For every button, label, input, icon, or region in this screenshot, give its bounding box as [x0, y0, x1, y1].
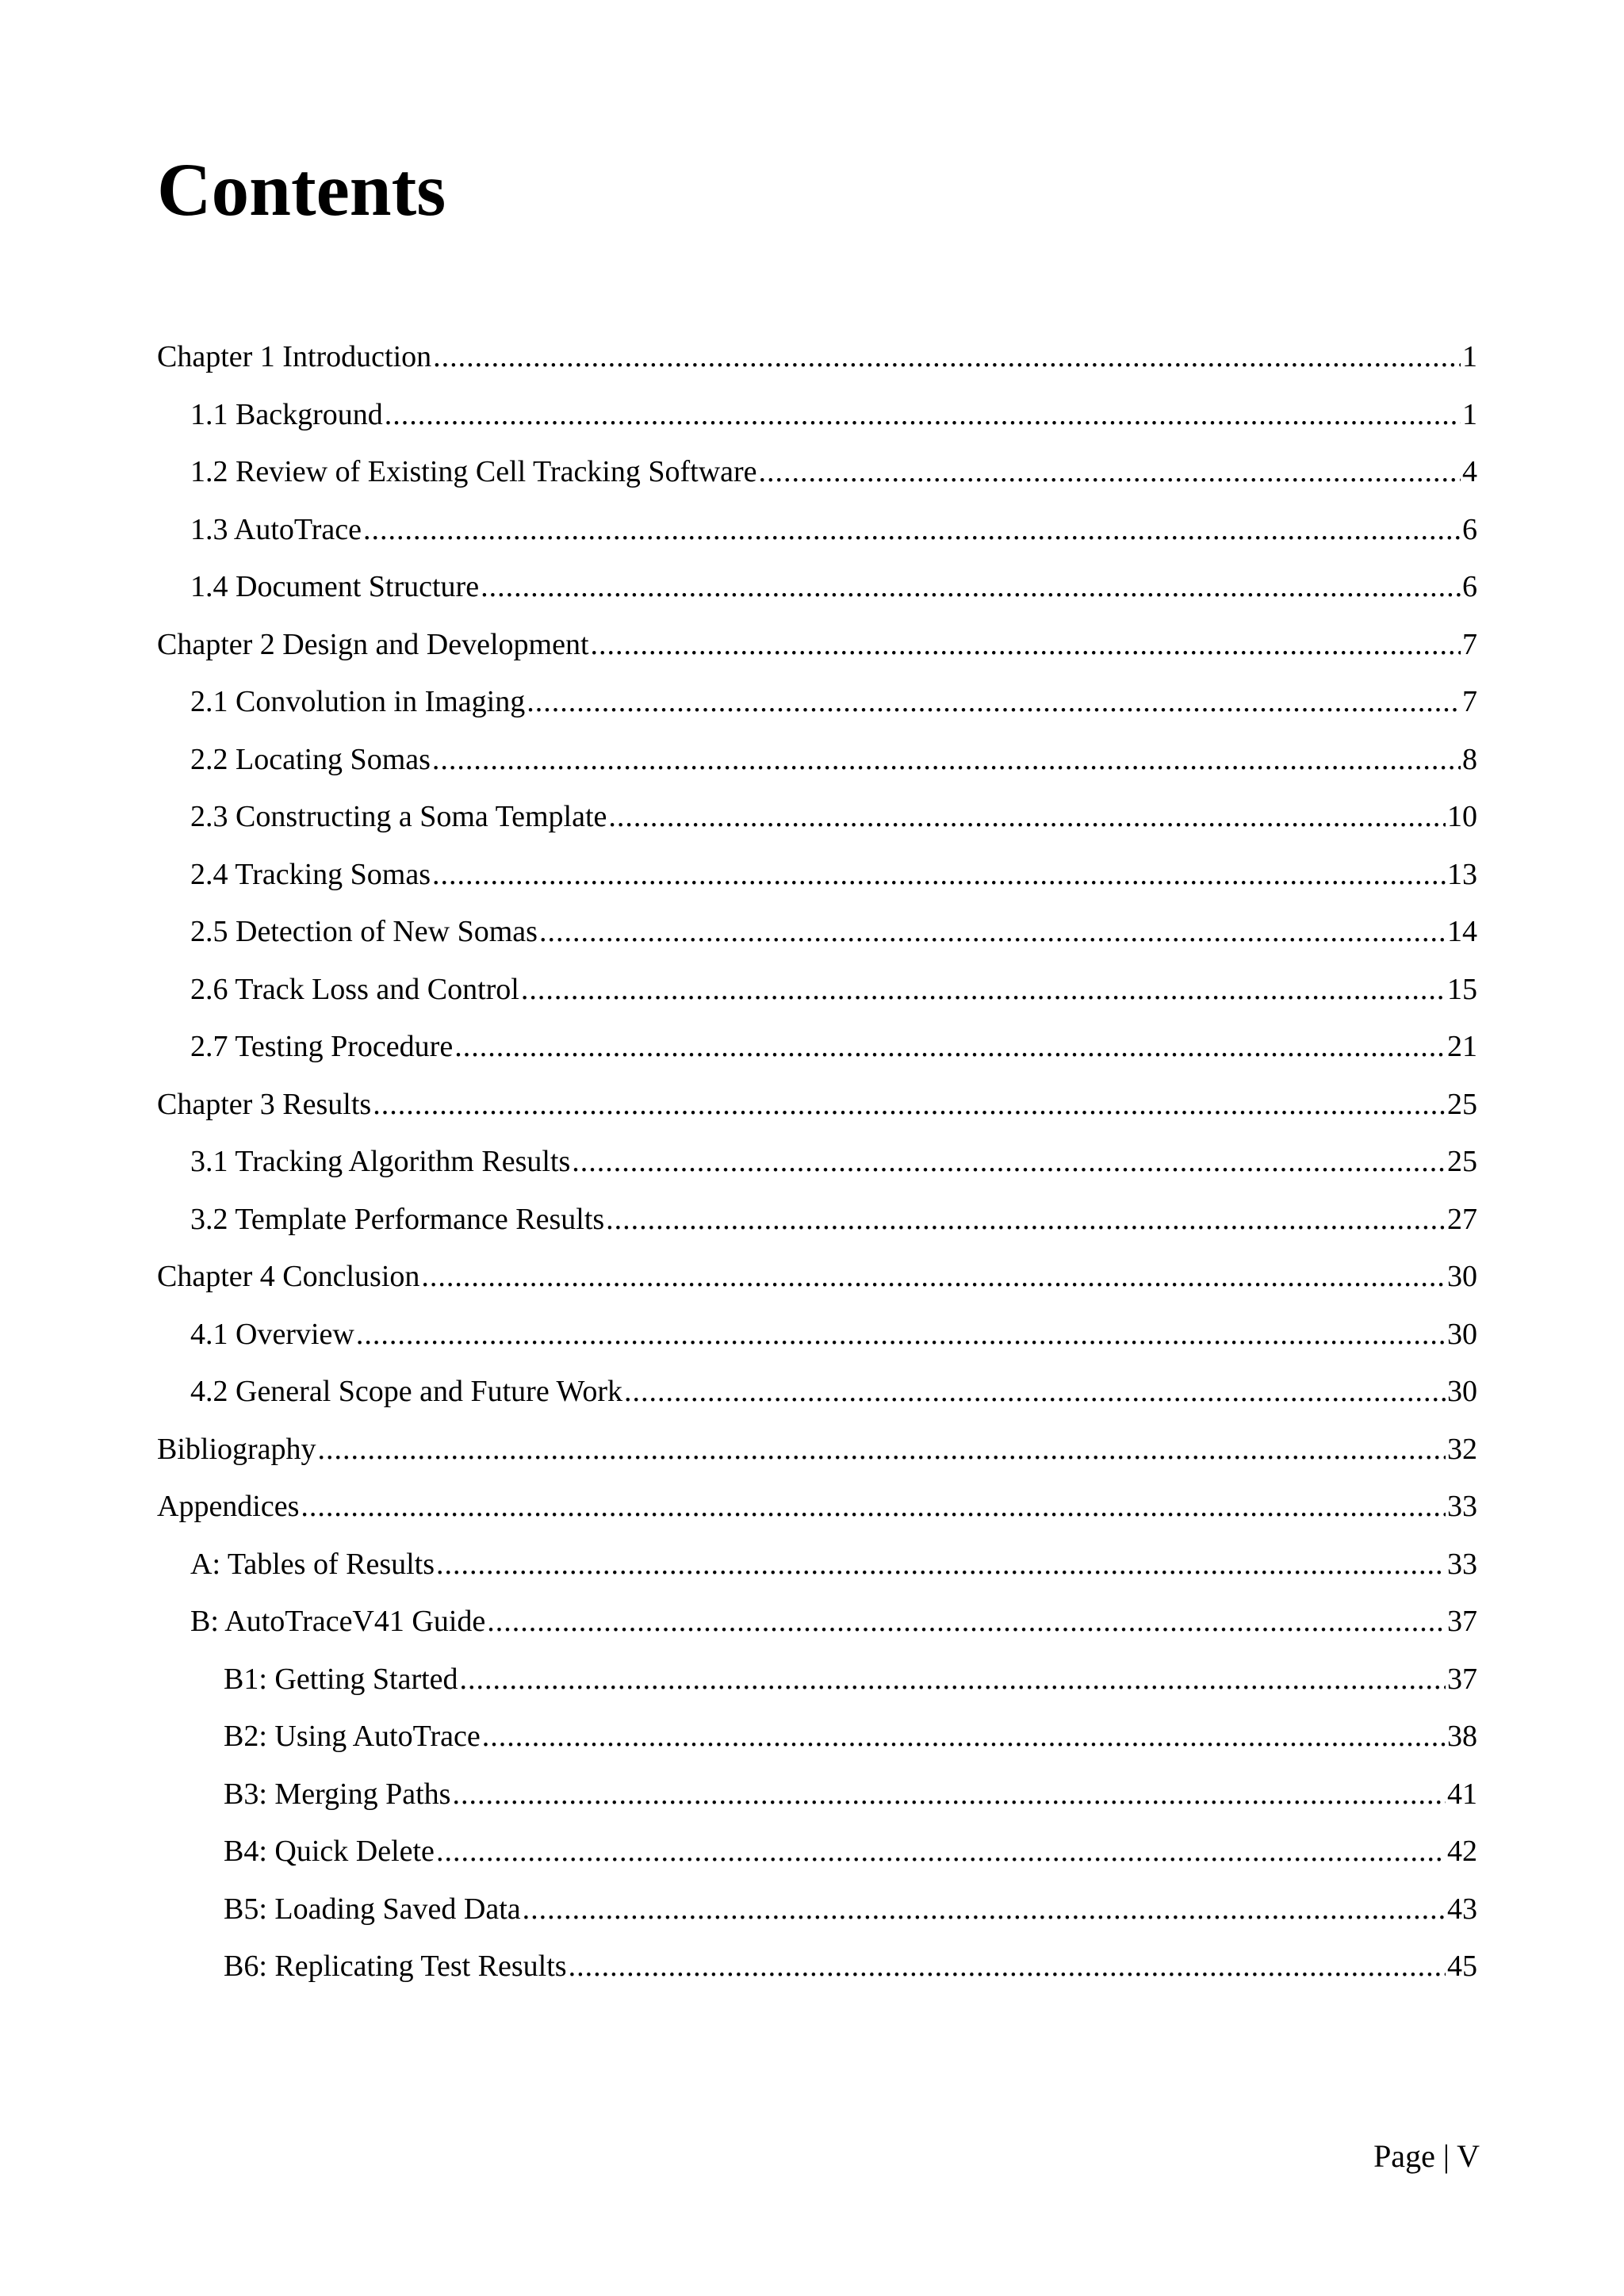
toc-dot-leader — [521, 961, 1446, 1019]
toc-dot-leader — [436, 1536, 1446, 1594]
toc-entry-page-number: 38 — [1447, 1720, 1477, 1753]
toc-entry-page-number: 37 — [1447, 1605, 1477, 1638]
toc-entry-page-number: 25 — [1447, 1087, 1477, 1121]
toc-dot-leader — [421, 1248, 1446, 1306]
toc-entry-label: Chapter 4 Conclusion — [157, 1260, 420, 1293]
toc-dot-leader — [460, 1651, 1446, 1709]
toc-dot-leader — [527, 673, 1461, 731]
toc-entry-page-number: 42 — [1447, 1835, 1477, 1868]
toc-entry-page-number: 25 — [1447, 1145, 1477, 1178]
toc-entry-page-number: 10 — [1447, 800, 1477, 833]
toc-entry[interactable] — [157, 501, 1477, 559]
toc-entry[interactable] — [157, 1018, 1477, 1076]
toc-entry-label: 1.4 Document Structure — [190, 570, 480, 603]
toc-entry-label: 2.7 Testing Procedure — [190, 1030, 454, 1063]
toc-dot-leader — [432, 731, 1461, 789]
toc-entry-label: Appendices — [157, 1490, 300, 1523]
toc-dot-leader — [433, 328, 1461, 386]
toc-dot-leader — [482, 1708, 1446, 1766]
toc-entry[interactable] — [157, 846, 1477, 904]
toc-dot-leader — [385, 386, 1461, 444]
toc-entry-label: 2.3 Constructing a Soma Template — [190, 800, 607, 833]
table-of-contents — [157, 328, 1477, 1996]
toc-entry-label: 3.1 Tracking Algorithm Results — [190, 1145, 571, 1178]
page-title: Contents — [157, 147, 446, 232]
toc-dot-leader — [487, 1593, 1446, 1651]
toc-entry[interactable] — [157, 961, 1477, 1019]
toc-dot-leader — [356, 1306, 1446, 1364]
toc-entry[interactable] — [157, 616, 1477, 674]
toc-entry-label: 2.1 Convolution in Imaging — [190, 685, 526, 718]
toc-entry-page-number: 37 — [1447, 1662, 1477, 1696]
toc-entry[interactable] — [157, 386, 1477, 444]
toc-entry[interactable] — [157, 1363, 1477, 1421]
toc-entry-page-number: 21 — [1447, 1030, 1477, 1063]
toc-entry-label: B5: Loading Saved Data — [224, 1892, 521, 1926]
toc-entry-page-number: 4 — [1462, 455, 1477, 488]
toc-dot-leader — [373, 1076, 1446, 1134]
toc-dot-leader — [608, 788, 1446, 846]
toc-entry-label: 2.2 Locating Somas — [190, 742, 431, 776]
toc-dot-leader — [539, 903, 1446, 961]
toc-entry-label: A: Tables of Results — [190, 1547, 435, 1581]
toc-entry-page-number: 6 — [1462, 570, 1477, 603]
toc-entry-label: 2.4 Tracking Somas — [190, 857, 431, 891]
toc-entry[interactable] — [157, 443, 1477, 501]
toc-entry[interactable] — [157, 1881, 1477, 1938]
toc-entry[interactable] — [157, 1306, 1477, 1364]
toc-entry-label: B4: Quick Delete — [224, 1835, 435, 1868]
toc-entry[interactable] — [157, 1421, 1477, 1479]
toc-entry-page-number: 1 — [1462, 340, 1477, 373]
toc-entry-page-number: 30 — [1447, 1317, 1477, 1351]
toc-entry-label: Chapter 2 Design and Development — [157, 627, 589, 661]
toc-entry[interactable] — [157, 1823, 1477, 1881]
toc-entry-page-number: 45 — [1447, 1950, 1477, 1983]
toc-entry[interactable] — [157, 558, 1477, 616]
toc-entry[interactable] — [157, 1708, 1477, 1766]
toc-entry[interactable] — [157, 1478, 1477, 1536]
toc-dot-leader — [572, 1133, 1446, 1191]
toc-entry-label: 3.2 Template Performance Results — [190, 1202, 605, 1236]
toc-entry-page-number: 15 — [1447, 972, 1477, 1006]
toc-dot-leader — [363, 501, 1461, 559]
toc-entry-page-number: 32 — [1447, 1432, 1477, 1466]
toc-entry[interactable] — [157, 1133, 1477, 1191]
toc-entry-page-number: 1 — [1462, 397, 1477, 431]
toc-entry-page-number: 13 — [1447, 857, 1477, 891]
toc-entry-label: 1.2 Review of Existing Cell Tracking Software — [190, 455, 757, 488]
toc-dot-leader — [436, 1823, 1446, 1881]
toc-entry-label: 4.2 General Scope and Future Work — [190, 1375, 622, 1408]
toc-entry[interactable] — [157, 1593, 1477, 1651]
toc-entry[interactable] — [157, 1536, 1477, 1594]
toc-entry-page-number: 33 — [1447, 1490, 1477, 1523]
toc-entry-page-number: 30 — [1447, 1260, 1477, 1293]
toc-entry-label: 4.1 Overview — [190, 1317, 354, 1351]
toc-entry-label: 2.6 Track Loss and Control — [190, 972, 519, 1006]
toc-entry[interactable] — [157, 903, 1477, 961]
toc-dot-leader — [318, 1421, 1446, 1479]
toc-entry-label: 1.3 AutoTrace — [190, 512, 362, 546]
toc-entry-page-number: 27 — [1447, 1202, 1477, 1236]
toc-entry-label: B3: Merging Paths — [224, 1777, 451, 1811]
toc-dot-leader — [454, 1018, 1446, 1076]
toc-entry[interactable] — [157, 731, 1477, 789]
toc-dot-leader — [606, 1191, 1446, 1249]
toc-entry-page-number: 30 — [1447, 1375, 1477, 1408]
toc-entry-label: Bibliography — [157, 1432, 316, 1466]
toc-entry[interactable] — [157, 788, 1477, 846]
toc-entry-page-number: 8 — [1462, 742, 1477, 776]
toc-entry[interactable] — [157, 1248, 1477, 1306]
toc-entry-label: Chapter 3 Results — [157, 1087, 372, 1121]
toc-dot-leader — [301, 1478, 1446, 1536]
toc-entry-label: Chapter 1 Introduction — [157, 340, 432, 373]
toc-entry-page-number: 7 — [1462, 627, 1477, 661]
toc-dot-leader — [481, 558, 1461, 616]
toc-entry-label: B1: Getting Started — [224, 1662, 458, 1696]
toc-dot-leader — [569, 1938, 1446, 1996]
toc-entry-label: B: AutoTraceV41 Guide — [190, 1605, 486, 1638]
toc-entry-label: 1.1 Background — [190, 397, 383, 431]
page-number-footer: Page | V — [1373, 2138, 1480, 2174]
toc-dot-leader — [432, 846, 1446, 904]
toc-entry[interactable] — [157, 1191, 1477, 1249]
toc-entry[interactable] — [157, 673, 1477, 731]
toc-entry[interactable] — [157, 1766, 1477, 1823]
toc-entry[interactable] — [157, 328, 1477, 386]
toc-entry[interactable] — [157, 1938, 1477, 1996]
toc-entry-label: 2.5 Detection of New Somas — [190, 915, 538, 948]
toc-entry-label: B2: Using AutoTrace — [224, 1720, 481, 1753]
toc-entry-page-number: 14 — [1447, 915, 1477, 948]
toc-entry-page-number: 6 — [1462, 512, 1477, 546]
toc-dot-leader — [759, 443, 1461, 501]
toc-entry-page-number: 41 — [1447, 1777, 1477, 1811]
toc-dot-leader — [523, 1881, 1446, 1938]
toc-entry-page-number: 43 — [1447, 1892, 1477, 1926]
toc-entry[interactable] — [157, 1076, 1477, 1134]
toc-dot-leader — [452, 1766, 1446, 1823]
toc-entry-page-number: 7 — [1462, 685, 1477, 718]
toc-dot-leader — [624, 1363, 1446, 1421]
toc-entry-label: B6: Replicating Test Results — [224, 1950, 567, 1983]
toc-entry-page-number: 33 — [1447, 1547, 1477, 1581]
toc-dot-leader — [591, 616, 1461, 674]
toc-entry[interactable] — [157, 1651, 1477, 1709]
